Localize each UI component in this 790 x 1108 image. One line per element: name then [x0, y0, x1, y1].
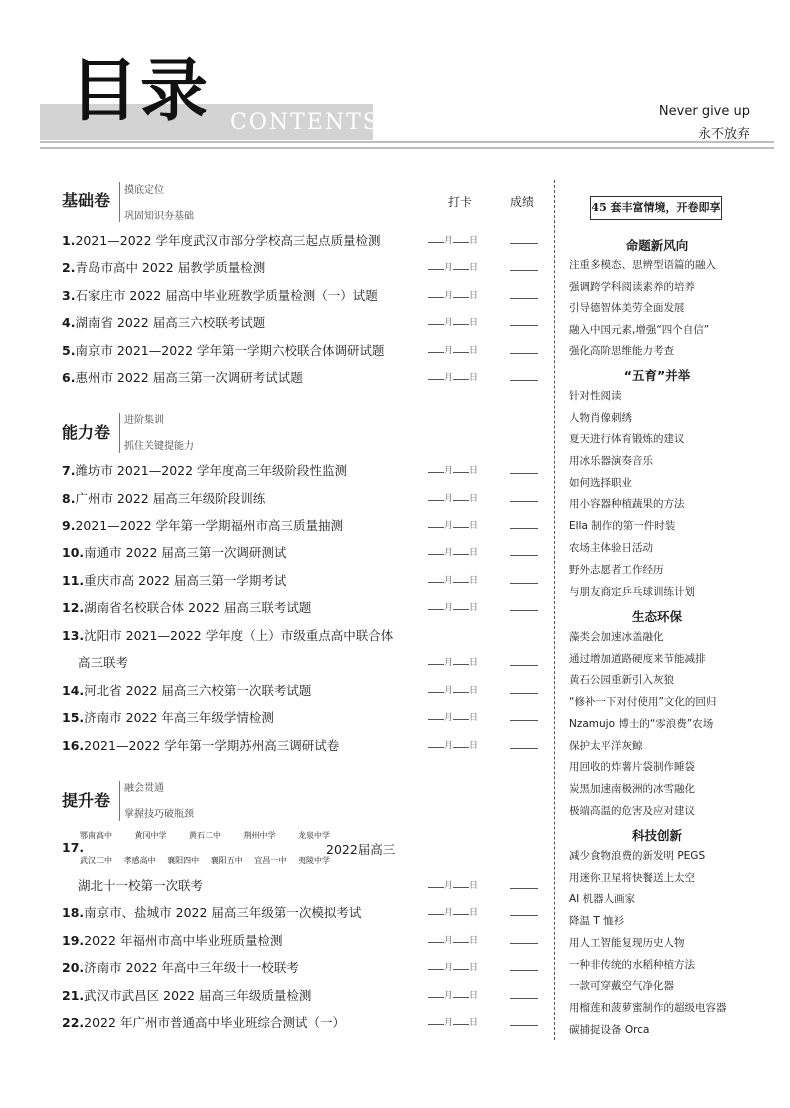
toc-row[interactable] [62, 314, 542, 332]
toc-row[interactable] [62, 1014, 542, 1032]
toc-row[interactable] [62, 517, 542, 535]
category-item: 用人工智能复现历史人物 [569, 937, 685, 949]
toc-title: 青岛市高中 2022 届教学质量检测 [75, 260, 266, 275]
checkin-blank[interactable]: 月 日 [428, 682, 478, 700]
section-subtitle: 巩固知识夯基础 [124, 211, 194, 222]
school-name: 龙泉中学 [298, 831, 330, 840]
score-blank[interactable] [510, 555, 538, 556]
category-item: 藻类会加速冰盖融化 [569, 631, 664, 643]
category-item: 通过增加道路硬度来节能减排 [569, 653, 706, 665]
checkin-heading: 打卡 [448, 195, 473, 209]
toc-number: 17. [62, 840, 85, 855]
toc-title: 南通市 2022 届高三第一次调研测试 [84, 545, 287, 560]
toc-title: 济南市 2022 年高三年级学情检测 [84, 710, 274, 725]
toc-row[interactable] [62, 987, 542, 1005]
section-title: 提升卷 [62, 791, 111, 810]
category-item: 用回收的炸薯片袋制作睡袋 [569, 761, 695, 773]
toc-number: 3. [62, 288, 76, 303]
toc-number: 8. [62, 491, 76, 506]
category-item: 保护太平洋灰鲸 [569, 740, 643, 752]
score-blank[interactable] [510, 720, 538, 721]
toc-row[interactable] [62, 342, 542, 360]
toc-row[interactable] [62, 232, 542, 250]
checkin-blank[interactable]: 月 日 [428, 709, 478, 727]
category-item: 引导德智体美劳全面发展 [569, 302, 685, 314]
checkin-blank[interactable]: 月 日 [428, 232, 478, 250]
school-name: 夷陵中学 [297, 856, 330, 865]
toc-number: 1. [62, 233, 76, 248]
category-item: 与朋友商定乒乓球训练计划 [569, 586, 695, 598]
school-name: 荆州中学 [243, 831, 276, 840]
toc-row[interactable] [62, 490, 542, 508]
toc-row[interactable] [62, 544, 542, 562]
score-heading: 成绩 [510, 195, 535, 209]
checkin-blank[interactable]: 月 日 [428, 314, 478, 332]
toc-title: 2022 年福州市高中毕业班质量检测 [84, 933, 283, 948]
toc-number: 6. [62, 370, 76, 385]
score-blank[interactable] [510, 943, 538, 944]
checkin-blank[interactable]: 月 日 [428, 737, 478, 755]
toc-number: 5. [62, 343, 76, 358]
section-subtitle: 掌握技巧破瓶颈 [124, 809, 194, 820]
toc-title: 沈阳市 2021—2022 学年度（上）市级重点高中联合体 [84, 628, 394, 643]
section-divider [119, 781, 120, 821]
toc-title-continued: 湖北十一校第一次联考 [78, 878, 204, 893]
category-item: 注重多模态、思辨型语篇的融入 [569, 259, 716, 271]
section-subtitle: 融会贯通 [124, 783, 164, 794]
toc-title: 惠州市 2022 届高三第一次调研考试试题 [75, 370, 303, 385]
toc-title: 2022 年广州市普通高中毕业班综合测试（一） [84, 1015, 345, 1030]
category-item: 黄石公园重新引入灰狼 [569, 674, 674, 686]
section-subtitle: 进阶集训 [124, 415, 164, 426]
category-item: “修补一下对付使用”文化的回归 [569, 696, 717, 708]
toc-title: 重庆市高 2022 届高三第一学期考试 [84, 573, 287, 588]
toc-title: 湖南省名校联合体 2022 届高三联考试题 [84, 600, 312, 615]
category-item: 人物肖像刺绣 [569, 412, 632, 424]
toc-number: 4. [62, 315, 76, 330]
toc-number: 19. [62, 933, 85, 948]
toc-number: 7. [62, 463, 76, 478]
section-subtitle: 抓住关键提能力 [124, 441, 194, 452]
checkin-blank[interactable]: 月 日 [428, 369, 478, 387]
checkin-blank[interactable]: 月 日 [428, 599, 478, 617]
score-blank[interactable] [510, 501, 538, 502]
score-blank[interactable] [510, 473, 538, 474]
toc-row[interactable] [62, 369, 542, 387]
category-item: 用榴莲和菠萝蜜制作的超级电容器 [569, 1002, 727, 1014]
category-item: 用迷你卫星将快餐送上太空 [569, 872, 695, 884]
school-name: 宜昌一中 [254, 856, 287, 865]
toc-number: 20. [62, 960, 85, 975]
checkin-blank[interactable]: 月 日 [428, 517, 478, 535]
toc-number: 22. [62, 1015, 85, 1030]
header-rule [40, 141, 774, 143]
category-item: 强调跨学科阅读素养的培养 [569, 281, 695, 293]
school-name: 黄冈中学 [134, 831, 167, 840]
school-name: 襄阳四中 [167, 856, 200, 865]
toc-title: 石家庄市 2022 届高中毕业班教学质量检测（一）试题 [75, 288, 378, 303]
toc-row[interactable] [62, 627, 542, 645]
toc-number: 10. [62, 545, 85, 560]
school-name: 鄂南高中 [80, 831, 112, 840]
category-item: 用小容器种植蔬果的方法 [569, 498, 685, 510]
score-blank[interactable] [510, 915, 538, 916]
school-list-row2 [80, 855, 330, 866]
slogan-cn: 永不放弃 [697, 127, 750, 142]
toc-row-continued[interactable] [62, 654, 542, 672]
category-item: 一种非传统的水稻种植方法 [569, 959, 695, 971]
toc-title: 湖南省 2022 届高三六校联考试题 [75, 315, 266, 330]
checkin-blank[interactable]: 月 日 [428, 904, 478, 922]
category-item: AI 机器人画家 [569, 893, 636, 905]
toc-row[interactable] [62, 462, 542, 480]
category-item: 减少食物浪费的新发明 PEGS [569, 850, 706, 862]
school-list-row1 [80, 830, 330, 841]
page-title-en: CONTENTS [230, 110, 380, 135]
toc-title: 武汉市武昌区 2022 届高三年级质量检测 [84, 988, 312, 1003]
score-blank[interactable] [510, 610, 538, 611]
score-blank[interactable] [510, 970, 538, 971]
toc-row[interactable] [62, 287, 542, 305]
header-rule-2 [40, 147, 774, 149]
toc-row[interactable] [62, 259, 542, 277]
school-name: 武汉二中 [80, 856, 112, 865]
toc-row-continued[interactable] [62, 877, 542, 895]
score-blank[interactable] [510, 998, 538, 999]
checkin-blank[interactable]: 月 日 [428, 987, 478, 1005]
toc-number: 18. [62, 905, 85, 920]
section-subtitle: 摸底定位 [124, 185, 164, 196]
category-item: Ella 制作的第一件时装 [569, 520, 676, 532]
slogan-en: Never give up [658, 104, 750, 119]
toc-number: 15. [62, 710, 85, 725]
toc-number: 13. [62, 628, 85, 643]
score-blank[interactable] [510, 1025, 538, 1026]
category-item: 夏天进行体育锻炼的建议 [569, 433, 685, 445]
checkin-blank[interactable]: 月 日 [428, 259, 478, 277]
toc-title: 广州市 2022 届高三年级阶段训练 [75, 491, 266, 506]
toc-title: 2021—2022 学年第一学期福州市高三质量抽测 [75, 518, 344, 533]
category-item: 炭黑加速南极洲的冰雪融化 [569, 783, 695, 795]
checkin-blank[interactable]: 月 日 [428, 287, 478, 305]
page-title: 目录 [70, 52, 211, 131]
toc-row[interactable] [62, 959, 542, 977]
school-name: 襄阳五中 [210, 856, 243, 865]
category-item: 碳捕捉设备 Orca [569, 1024, 650, 1036]
toc-title: 潍坊市 2021—2022 学年度高三年级阶段性监测 [75, 463, 348, 478]
toc-number: 11. [62, 573, 85, 588]
category-item: Nzamujo 博士的“零浪费”农场 [569, 718, 714, 730]
score-blank[interactable] [510, 748, 538, 749]
toc-title: 南京市、盐城市 2022 届高三年级第一次模拟考试 [84, 905, 362, 920]
category-item: 用冰乐器演奏音乐 [569, 455, 653, 467]
category-item: 极端高温的危害及应对建议 [569, 805, 695, 817]
category-item: 如何选择职业 [569, 477, 632, 489]
checkin-blank[interactable]: 月 日 [428, 654, 478, 672]
score-blank[interactable] [510, 693, 538, 694]
checkin-blank[interactable]: 月 日 [428, 544, 478, 562]
score-blank[interactable] [510, 243, 538, 244]
category-title: 命题新风向 [625, 238, 689, 253]
column-divider [554, 180, 555, 1040]
score-blank[interactable] [510, 298, 538, 299]
category-title: 科技创新 [631, 828, 682, 843]
toc-title-continued: 高三联考 [78, 655, 129, 670]
category-item: 融入中国元素,增强“四个自信” [569, 324, 710, 336]
checkin-blank[interactable]: 月 日 [428, 572, 478, 590]
score-blank[interactable] [510, 380, 538, 381]
category-title: “五育”并举 [623, 368, 691, 383]
toc-number: 2. [62, 260, 76, 275]
category-item: 一款可穿戴空气净化器 [569, 980, 674, 992]
sidebar-badge: 45 套丰富情境，开卷即享 [590, 196, 722, 220]
toc-row[interactable] [62, 572, 542, 590]
toc-title: 河北省 2022 届高三六校第一次联考试题 [84, 683, 312, 698]
category-item: 野外志愿者工作经历 [569, 564, 664, 576]
score-blank[interactable] [510, 325, 538, 326]
toc-row[interactable] [62, 682, 542, 700]
score-blank[interactable] [510, 583, 538, 584]
toc-title: 南京市 2021—2022 学年第一学期六校联合体调研试题 [75, 343, 385, 358]
checkin-blank[interactable]: 月 日 [428, 959, 478, 977]
toc-row[interactable] [62, 709, 542, 727]
toc-title-suffix: 2022届高三 [326, 842, 396, 857]
toc-number: 21. [62, 988, 85, 1003]
category-item: 针对性阅读 [569, 390, 622, 402]
school-name: 孝感高中 [123, 856, 156, 865]
toc-number: 12. [62, 600, 85, 615]
school-name: 黄石二中 [189, 831, 221, 840]
checkin-blank[interactable]: 月 日 [428, 462, 478, 480]
toc-row[interactable] [62, 932, 542, 950]
toc-title: 2021—2022 学年度武汉市部分学校高三起点质量检测 [75, 233, 381, 248]
toc-title: 济南市 2022 年高中三年级十一校联考 [84, 960, 299, 975]
checkin-blank[interactable]: 月 日 [428, 342, 478, 360]
score-blank[interactable] [510, 528, 538, 529]
category-title: 生态环保 [631, 609, 682, 624]
section-title: 能力卷 [62, 423, 111, 442]
toc-row[interactable] [62, 737, 542, 755]
category-item: 降温 T 恤衫 [569, 915, 625, 927]
section-title: 基础卷 [62, 191, 111, 210]
toc-row[interactable] [62, 599, 542, 617]
toc-number: 16. [62, 738, 85, 753]
category-item: 农场主体验日活动 [569, 542, 653, 554]
checkin-blank[interactable]: 月 日 [428, 490, 478, 508]
checkin-blank[interactable]: 月 日 [428, 932, 478, 950]
toc-title: 2021—2022 学年第一学期苏州高三调研试卷 [84, 738, 340, 753]
toc-row[interactable] [62, 904, 542, 922]
checkin-blank[interactable]: 月 日 [428, 877, 478, 895]
toc-number: 14. [62, 683, 85, 698]
category-item: 强化高阶思维能力考查 [569, 345, 674, 357]
score-blank[interactable] [510, 353, 538, 354]
section-divider [119, 413, 120, 453]
checkin-blank[interactable]: 月 日 [428, 1014, 478, 1032]
score-blank[interactable] [510, 270, 538, 271]
score-blank[interactable] [510, 888, 538, 889]
toc-number: 9. [62, 518, 76, 533]
score-blank[interactable] [510, 665, 538, 666]
section-divider [119, 182, 120, 222]
